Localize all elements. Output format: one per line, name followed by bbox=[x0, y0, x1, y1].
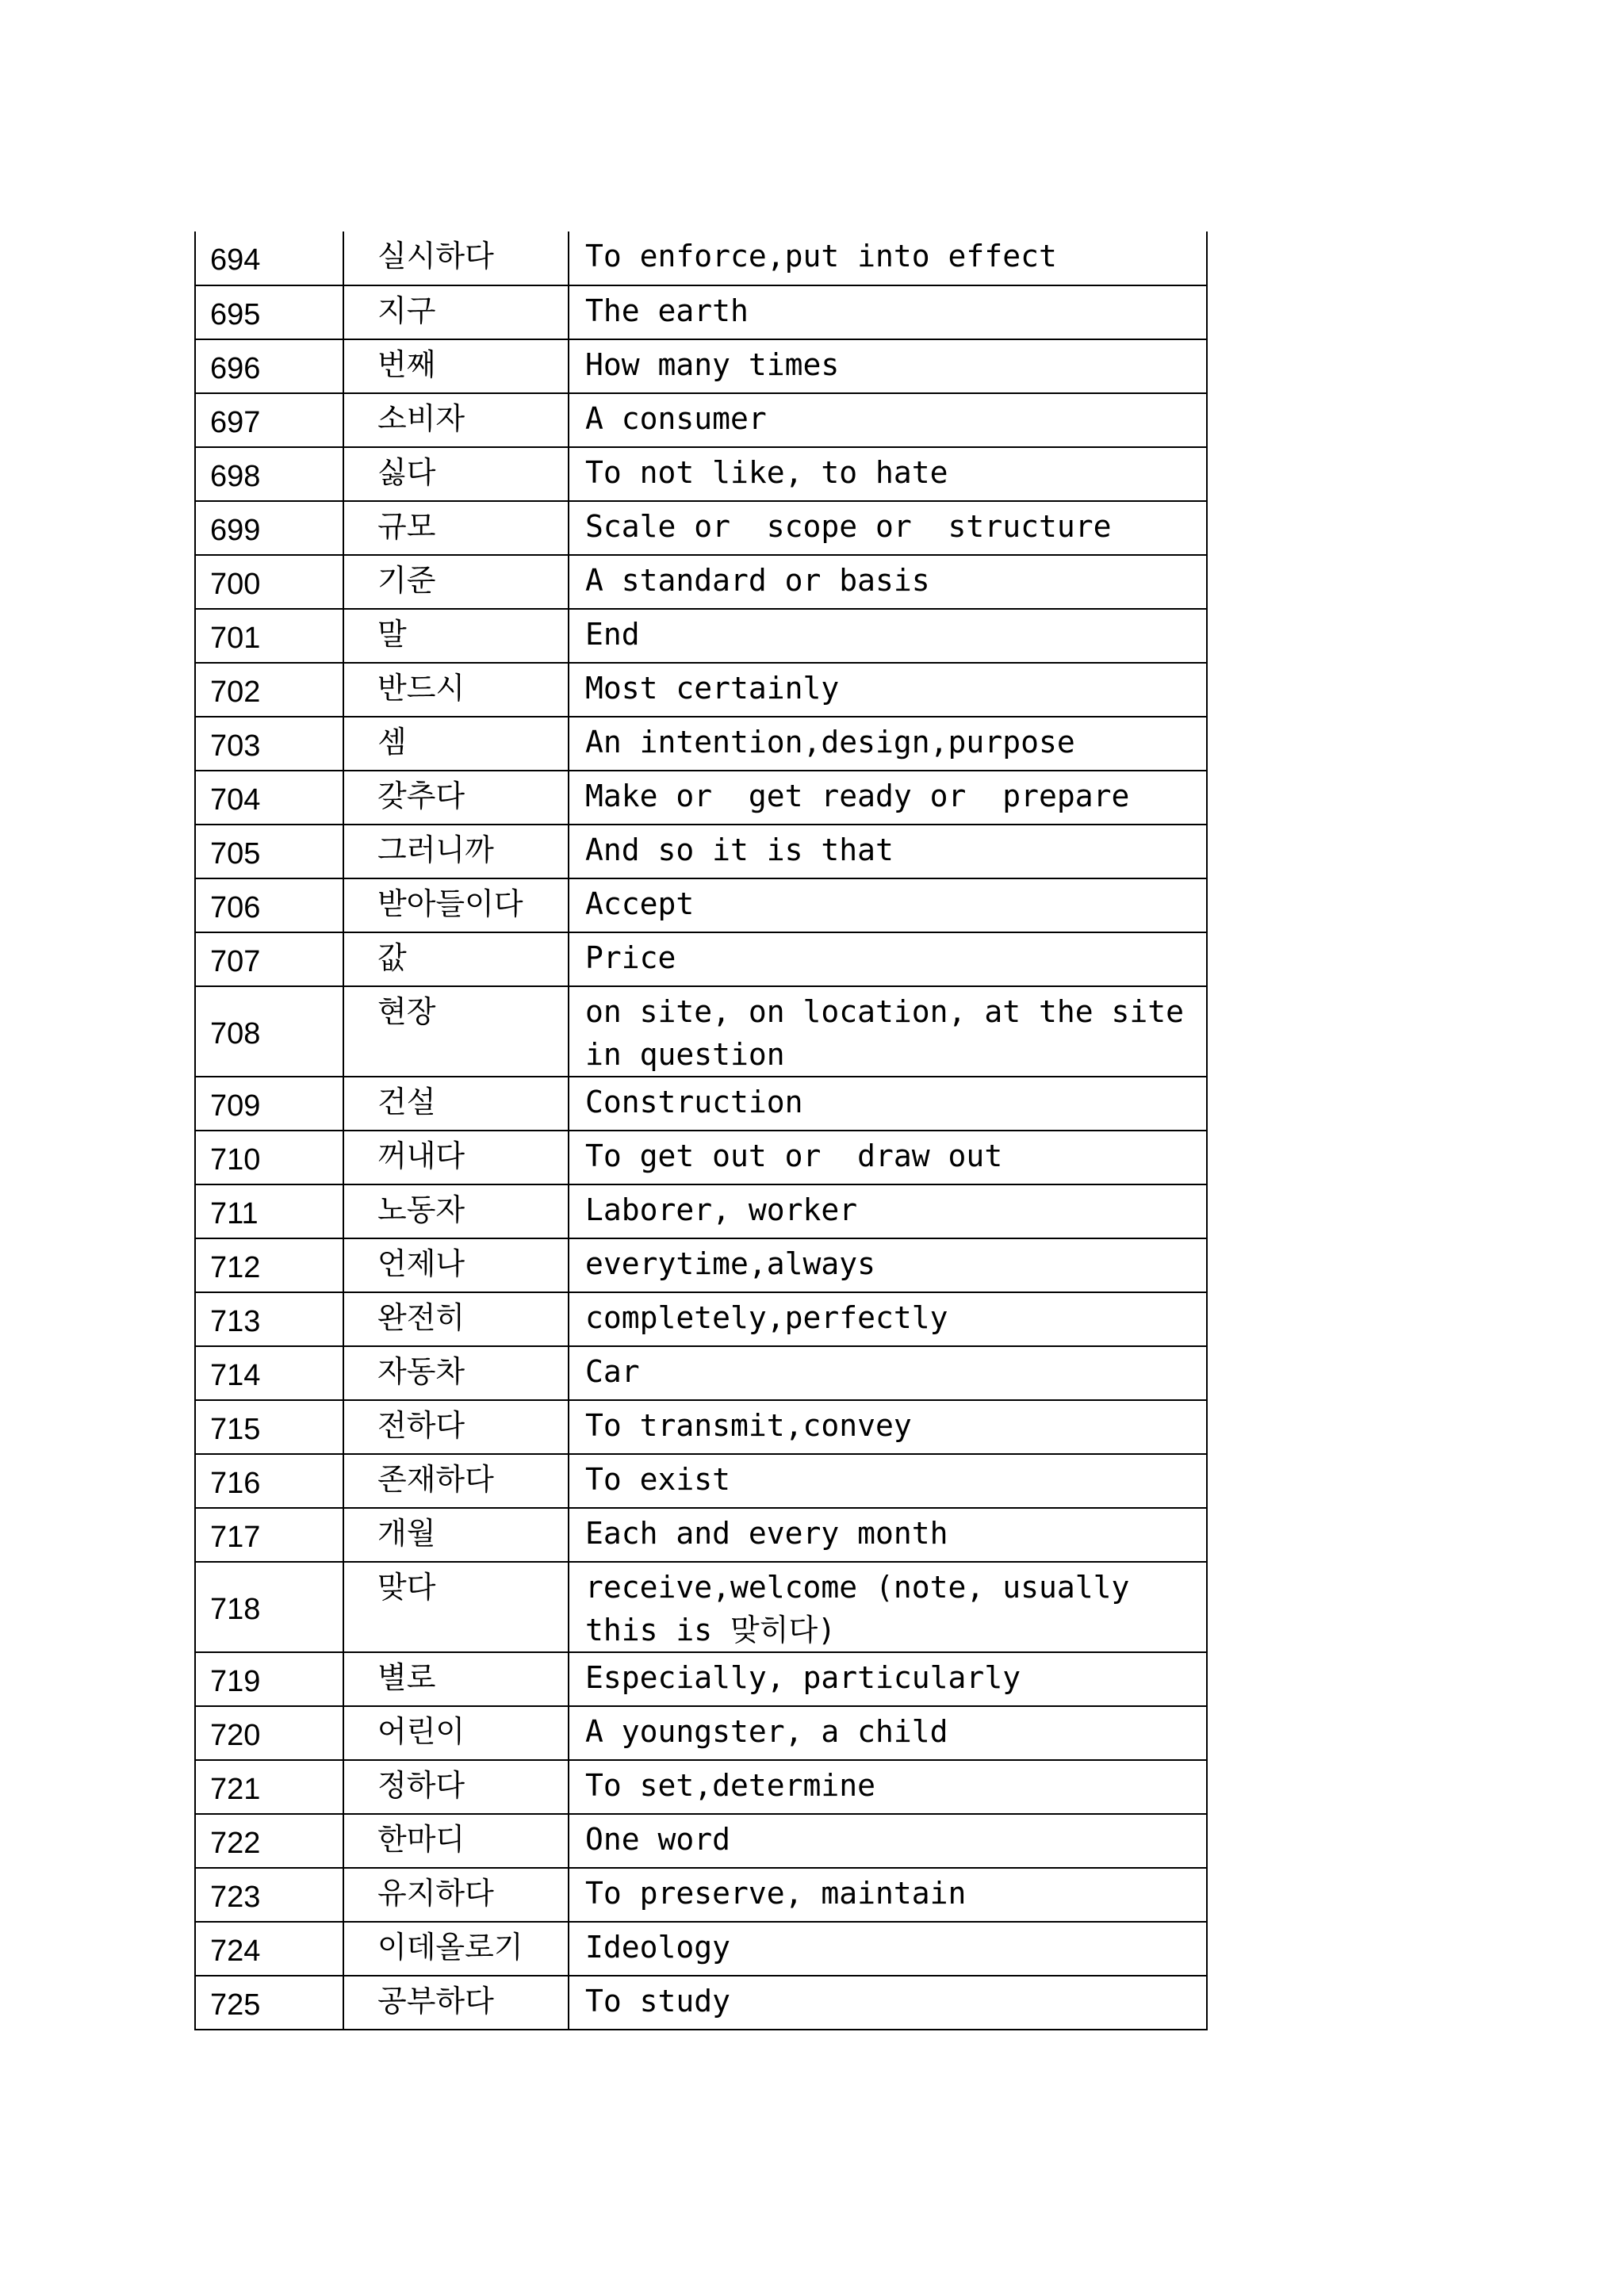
korean-word: 개월 bbox=[343, 1508, 569, 1562]
korean-word: 건설 bbox=[343, 1077, 569, 1131]
english-meaning: And so it is that bbox=[569, 825, 1207, 878]
english-meaning: How many times bbox=[569, 339, 1207, 393]
entry-number: 698 bbox=[195, 447, 343, 501]
entry-number: 721 bbox=[195, 1760, 343, 1814]
korean-word: 지구 bbox=[343, 285, 569, 339]
english-meaning: A youngster, a child bbox=[569, 1706, 1207, 1760]
english-meaning: everytime,always bbox=[569, 1238, 1207, 1292]
entry-number: 712 bbox=[195, 1238, 343, 1292]
entry-number: 704 bbox=[195, 771, 343, 825]
english-meaning: To not like, to hate bbox=[569, 447, 1207, 501]
korean-word: 꺼내다 bbox=[343, 1131, 569, 1184]
entry-number: 707 bbox=[195, 932, 343, 986]
entry-number: 695 bbox=[195, 285, 343, 339]
korean-word: 공부하다 bbox=[343, 1976, 569, 2030]
korean-word: 번째 bbox=[343, 339, 569, 393]
korean-word: 말 bbox=[343, 609, 569, 663]
table-row bbox=[195, 339, 1207, 393]
korean-word: 소비자 bbox=[343, 393, 569, 447]
english-meaning: To get out or draw out bbox=[569, 1131, 1207, 1184]
table-row bbox=[195, 1760, 1207, 1814]
korean-word: 전하다 bbox=[343, 1400, 569, 1454]
vocabulary-table-body bbox=[195, 232, 1207, 2030]
korean-word: 유지하다 bbox=[343, 1868, 569, 1922]
entry-number: 724 bbox=[195, 1922, 343, 1976]
english-meaning: To enforce,put into effect bbox=[569, 232, 1207, 285]
korean-word: 규모 bbox=[343, 501, 569, 555]
korean-word: 자동차 bbox=[343, 1346, 569, 1400]
korean-word: 셈 bbox=[343, 717, 569, 771]
korean-word: 기준 bbox=[343, 555, 569, 609]
korean-word: 반드시 bbox=[343, 663, 569, 717]
korean-word: 실시하다 bbox=[343, 232, 569, 285]
english-meaning: A standard or basis bbox=[569, 555, 1207, 609]
table-row bbox=[195, 1400, 1207, 1454]
english-meaning: An intention,design,purpose bbox=[569, 717, 1207, 771]
table-row bbox=[195, 1922, 1207, 1976]
korean-word: 싫다 bbox=[343, 447, 569, 501]
table-row bbox=[195, 555, 1207, 609]
korean-word: 한마디 bbox=[343, 1814, 569, 1868]
korean-word: 받아들이다 bbox=[343, 878, 569, 932]
entry-number: 710 bbox=[195, 1131, 343, 1184]
entry-number: 723 bbox=[195, 1868, 343, 1922]
table-row bbox=[195, 986, 1207, 1077]
english-meaning: To transmit,convey bbox=[569, 1400, 1207, 1454]
entry-number: 713 bbox=[195, 1292, 343, 1346]
table-row bbox=[195, 1814, 1207, 1868]
korean-word: 어린이 bbox=[343, 1706, 569, 1760]
english-meaning: Especially, particularly bbox=[569, 1652, 1207, 1706]
table-row bbox=[195, 1562, 1207, 1652]
entry-number: 717 bbox=[195, 1508, 343, 1562]
english-meaning: Make or get ready or prepare bbox=[569, 771, 1207, 825]
entry-number: 697 bbox=[195, 393, 343, 447]
english-meaning: Most certainly bbox=[569, 663, 1207, 717]
table-row bbox=[195, 771, 1207, 825]
entry-number: 714 bbox=[195, 1346, 343, 1400]
entry-number: 701 bbox=[195, 609, 343, 663]
english-meaning: End bbox=[569, 609, 1207, 663]
table-row bbox=[195, 232, 1207, 285]
english-meaning: receive,welcome (note, usually this is 맞히다) bbox=[569, 1562, 1207, 1652]
english-meaning: To study bbox=[569, 1976, 1207, 2030]
table-row bbox=[195, 1131, 1207, 1184]
vocabulary-table bbox=[194, 232, 1208, 2030]
table-row bbox=[195, 878, 1207, 932]
entry-number: 705 bbox=[195, 825, 343, 878]
table-row bbox=[195, 393, 1207, 447]
table-row bbox=[195, 932, 1207, 986]
korean-word: 값 bbox=[343, 932, 569, 986]
table-row bbox=[195, 1706, 1207, 1760]
table-row bbox=[195, 1868, 1207, 1922]
english-meaning: on site, on location, at the site in question bbox=[569, 986, 1207, 1077]
english-meaning: To set,determine bbox=[569, 1760, 1207, 1814]
korean-word: 맞다 bbox=[343, 1562, 569, 1652]
table-row bbox=[195, 663, 1207, 717]
korean-word: 노동자 bbox=[343, 1184, 569, 1238]
english-meaning: Each and every month bbox=[569, 1508, 1207, 1562]
entry-number: 696 bbox=[195, 339, 343, 393]
korean-word: 그러니까 bbox=[343, 825, 569, 878]
entry-number: 722 bbox=[195, 1814, 343, 1868]
entry-number: 711 bbox=[195, 1184, 343, 1238]
english-meaning: One word bbox=[569, 1814, 1207, 1868]
table-row bbox=[195, 447, 1207, 501]
english-meaning: Price bbox=[569, 932, 1207, 986]
table-row bbox=[195, 1077, 1207, 1131]
korean-word: 현장 bbox=[343, 986, 569, 1077]
entry-number: 725 bbox=[195, 1976, 343, 2030]
english-meaning: Ideology bbox=[569, 1922, 1207, 1976]
table-row bbox=[195, 1652, 1207, 1706]
entry-number: 700 bbox=[195, 555, 343, 609]
english-meaning: Scale or scope or structure bbox=[569, 501, 1207, 555]
english-meaning: Construction bbox=[569, 1077, 1207, 1131]
english-meaning: Laborer, worker bbox=[569, 1184, 1207, 1238]
english-meaning: completely,perfectly bbox=[569, 1292, 1207, 1346]
english-meaning: The earth bbox=[569, 285, 1207, 339]
entry-number: 699 bbox=[195, 501, 343, 555]
table-row bbox=[195, 501, 1207, 555]
korean-word: 이데올로기 bbox=[343, 1922, 569, 1976]
english-meaning: To preserve, maintain bbox=[569, 1868, 1207, 1922]
english-meaning: Accept bbox=[569, 878, 1207, 932]
english-meaning: A consumer bbox=[569, 393, 1207, 447]
english-meaning: To exist bbox=[569, 1454, 1207, 1508]
entry-number: 719 bbox=[195, 1652, 343, 1706]
korean-word: 언제나 bbox=[343, 1238, 569, 1292]
entry-number: 706 bbox=[195, 878, 343, 932]
table-row bbox=[195, 1184, 1207, 1238]
table-row bbox=[195, 1454, 1207, 1508]
entry-number: 715 bbox=[195, 1400, 343, 1454]
table-row bbox=[195, 1508, 1207, 1562]
korean-word: 완전히 bbox=[343, 1292, 569, 1346]
entry-number: 703 bbox=[195, 717, 343, 771]
english-meaning: Car bbox=[569, 1346, 1207, 1400]
korean-word: 갖추다 bbox=[343, 771, 569, 825]
korean-word: 정하다 bbox=[343, 1760, 569, 1814]
entry-number: 702 bbox=[195, 663, 343, 717]
entry-number: 708 bbox=[195, 986, 343, 1077]
table-row bbox=[195, 1238, 1207, 1292]
entry-number: 694 bbox=[195, 232, 343, 285]
entry-number: 709 bbox=[195, 1077, 343, 1131]
table-row bbox=[195, 825, 1207, 878]
table-row bbox=[195, 717, 1207, 771]
table-row bbox=[195, 609, 1207, 663]
korean-word: 존재하다 bbox=[343, 1454, 569, 1508]
table-row bbox=[195, 1346, 1207, 1400]
table-row bbox=[195, 285, 1207, 339]
entry-number: 718 bbox=[195, 1562, 343, 1652]
entry-number: 720 bbox=[195, 1706, 343, 1760]
entry-number: 716 bbox=[195, 1454, 343, 1508]
table-row bbox=[195, 1292, 1207, 1346]
korean-word: 별로 bbox=[343, 1652, 569, 1706]
table-row bbox=[195, 1976, 1207, 2030]
